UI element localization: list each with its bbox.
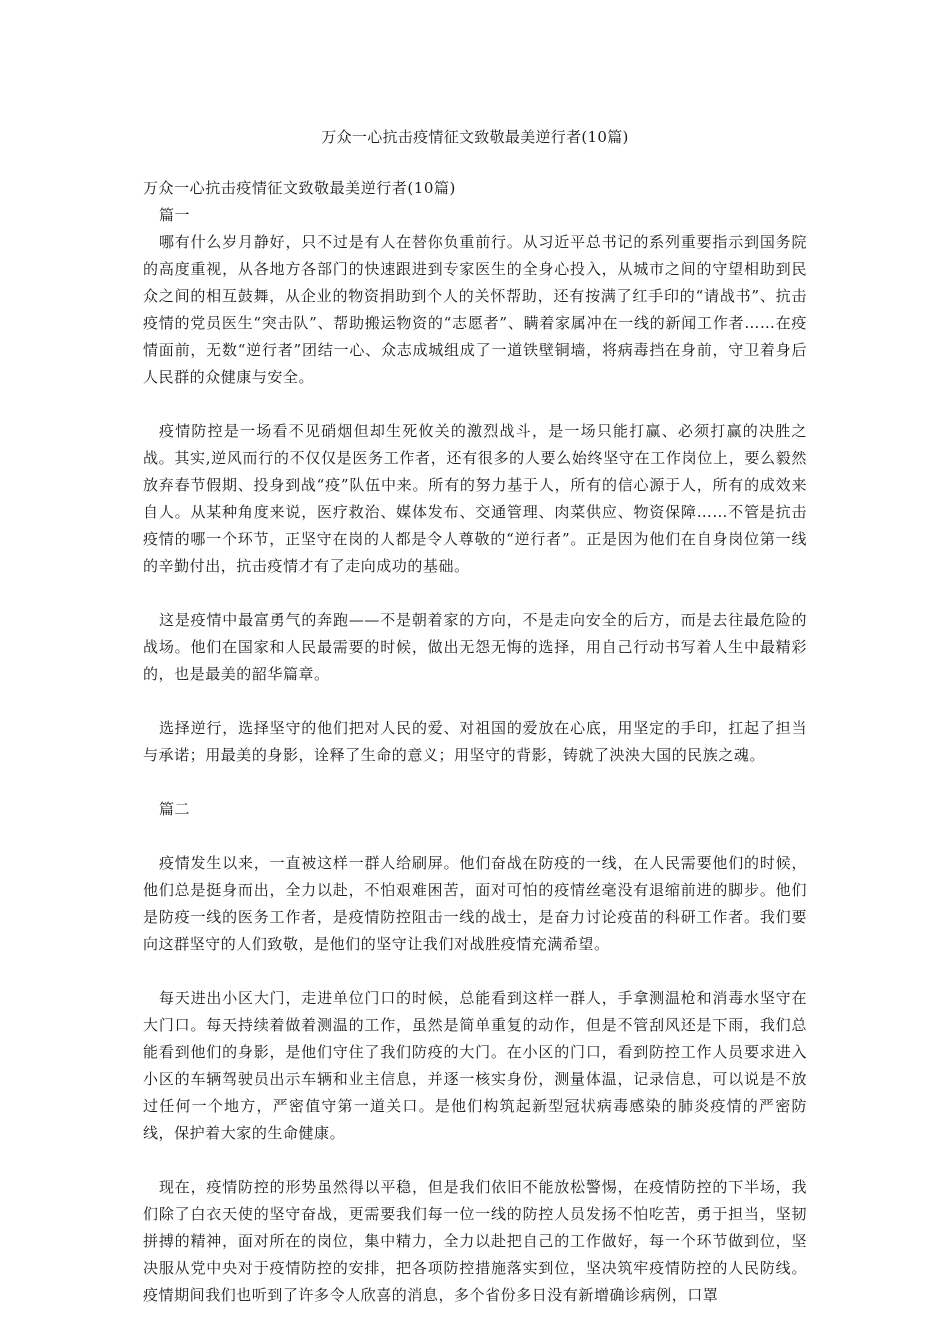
paragraph: 选择逆行，选择坚守的他们把对人民的爱、对祖国的爱放在心底，用坚定的手印，扛起了担当与承诺；用最美的身影，诠释了生命的意义；用坚守的背影，铸就了泱泱大国的民族之魂。 — [143, 719, 807, 764]
paragraph: 疫情发生以来，一直被这样一群人给刷屏。他们奋战在防疫的一线，在人民需要他们的时候，他们总是挺身而出，全力以赴，不怕艰难困苦，面对可怕的疫情丝毫没有退缩前进的脚步。他们是防疫一线的医务工作者，是疫情防控阻击一线的战士，是奋力讨论疫苗的科研工作者。我们要向这群坚守的人们致敬，是他们的坚守让我们对战胜疫情充满希望。 — [143, 854, 807, 953]
paragraph: 哪有什么岁月静好，只不过是有人在替你负重前行。从习近平总书记的系列重要指示到国务院的高度重视，从各地方各部门的快速跟进到专家医生的全身心投入，从城市之间的守望相助到民众之间的相互鼓舞，从企业的物资捐助到个人的关怀帮助，还有按满了红手印的“请战书”、抗击疫情的党员医生“突击队”、帮助搬运物资的“志愿者”、瞒着家属冲在一线的新闻工作者……在疫情面前，无数“逆行者”团结一心、众志成城组成了一道铁壁铜墙，将病毒挡在身前，守卫着身后人民群的众健康与安全。 — [143, 233, 807, 386]
document-subtitle: 万众一心抗击疫情征文致敬最美逆行者(10篇) — [143, 179, 456, 197]
paragraph: 现在，疫情防控的形势虽然得以平稳，但是我们依旧不能放松警惕，在疫情防控的下半场，我们除了白衣天使的坚守奋战，更需要我们每一位一线的防控人员发扬不怕吃苦，勇于担当，坚韧拼搏的精神，面对所在的岗位，集中精力，全力以赴把自己的工作做好，每一个环节做到位，坚决服从党中央对于疫情防控的安排，把各项防控措施落实到位，坚决筑牢疫情防控的人民防线。疫情期间我们也听到了许多令人欣喜的消息，多个省份多日没有新增确诊病例，口罩 — [143, 1178, 807, 1304]
document-title: 万众一心抗击疫情征文致敬最美逆行者(10篇) — [321, 128, 629, 146]
section-label-2: 篇二 — [159, 800, 191, 818]
paragraph: 每天进出小区大门，走进单位门口的时候，总能看到这样一群人，手拿测温枪和消毒水坚守在大门口。每天持续着做着测温的工作，虽然是简单重复的动作，但是不管刮风还是下雨，我们总能看到他们的身影，是他们守住了我们防疫的大门。在小区的门口，看到防控工作人员要求进入小区的车辆驾驶员出示车辆和业主信息，并逐一核实身份，测量体温，记录信息，可以说是不放过任何一个地方，严密值守第一道关口。是他们构筑起新型冠状病毒感染的肺炎疫情的严密防线，保护着大家的生命健康。 — [143, 989, 807, 1142]
paragraph: 这是疫情中最富勇气的奔跑——不是朝着家的方向，不是走向安全的后方，而是去往最危险的战场。他们在国家和人民最需要的时候，做出无怨无悔的选择，用自己行动书写着人生中最精彩的，也是最美的韶华篇章。 — [143, 611, 807, 683]
document-body — [143, 175, 807, 1309]
section-label-1: 篇一 — [159, 206, 191, 224]
paragraph: 疫情防控是一场看不见硝烟但却生死攸关的激烈战斗，是一场只能打赢、必须打赢的决胜之战。其实,逆风而行的不仅仅是医务工作者，还有很多的人要么始终坚守在工作岗位上，要么毅然放弃春节假期、投身到战“疫”队伍中来。所有的努力基于人，所有的信心源于人，所有的成效来自人。从某种角度来说，医疗救治、媒体发布、交通管理、肉菜供应、物资保障……不管是抗击疫情的哪一个环节，正坚守在岗的人都是令人尊敬的“逆行者”。正是因为他们在自身岗位第一线的辛勤付出，抗击疫情才有了走向成功的基础。 — [143, 422, 807, 575]
